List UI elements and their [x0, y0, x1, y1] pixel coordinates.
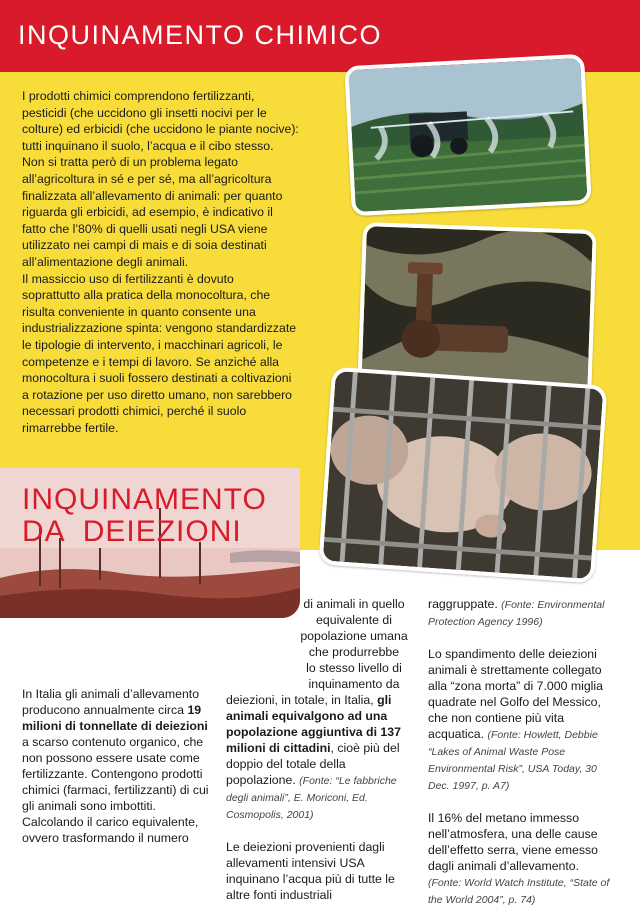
col3-paragraph-2: Lo spandimento delle deiezioni animali è strettamente collegato alla “zona morta” di 7.000 miglia quadrate nel Golfo del Messico, che non contiene più vita acquatica. (Fonte: Howlett, Debbie “Lakes of Animal Waste Pose Environmental Risk”, USA Today, 30 Dec. 1997, p. A7): [428, 647, 603, 792]
intro-line: tutti inquinano il suolo, l’acqua e il cibo stesso.: [22, 138, 274, 153]
column-2: [226, 596, 410, 903]
col3-paragraph-3: Il 16% del metano immesso nell’atmosfera, una delle cause dell’effetto serra, viene emesso dagli animali d’allevamento. (Fonte: World Watch Institute, “State of the World 2004”, p. 74): [428, 811, 610, 906]
col2-narrow-line: lo stesso livello di: [306, 661, 402, 675]
col2-narrow-line: che produrrebbe: [308, 645, 400, 659]
caged-pigs-photo: [318, 367, 607, 584]
intro-line: pesticidi (che uccidono gli insetti nocivi per le: [22, 105, 267, 120]
col1-paragraph-2: Calcolando il carico equivalente, ovvero trasformando il numero: [22, 815, 199, 845]
column-3: [428, 596, 614, 908]
intro-line: fatto che l’80% di quelli usati negli USA viene: [22, 221, 268, 236]
intro-line: Il massiccio uso di fertilizzanti è dovuto: [22, 271, 234, 286]
page-title: INQUINAMENTO CHIMICO: [18, 20, 383, 50]
intro-line: industrializzazione spinta: vengono standardizzate: [22, 321, 297, 336]
intro-line: rimarrebbe fertile.: [22, 420, 119, 435]
column-1: [22, 686, 212, 846]
intro-line: I prodotti chimici comprendono fertilizzanti,: [22, 89, 255, 103]
col1-paragraph: In Italia gli animali d’allevamento producono annualmente circa 19 milioni di tonnellate di deiezioni a scarso contenuto organico, che non possono essere usate come fertilizzante. Contengono prodotti chimici (farmaci, fertilizzanti) di cui gli animali sono imbottiti.: [22, 687, 209, 813]
intro-line: all’alimentazione degli animali.: [22, 254, 189, 269]
col2-narrow-line: di animali in quello: [303, 597, 405, 611]
col2-narrow-text: [298, 596, 410, 692]
intro-line: risulta conveniente in quanto consente una: [22, 304, 256, 319]
intro-line: all’agricoltura in sé e per sé, ma all’agricoltura: [22, 171, 272, 186]
intro-line: monocoltura i suoli fossero destinati a coltivazioni: [22, 371, 292, 386]
col2-narrow-line: inquinamento da: [308, 677, 400, 691]
intro-line: soprattutto alla pratica della monocoltura, che: [22, 288, 271, 303]
intro-line: a rotazione per uso diretto umano, non sarebbero: [22, 387, 293, 402]
intro-line: competenze e i tempi di lavoro. Se anziché alla: [22, 354, 280, 369]
intro-line: necessari prodotti chimici, perché il suolo: [22, 404, 247, 419]
tractor-spraying-photo: [344, 54, 592, 216]
intro-line: colture) ed erbicidi (che uccidono le piante nocive):: [22, 122, 299, 137]
col2-paragraph-2: Le deiezioni provenienti dagli allevamenti intensivi USA inquinano l’acqua più di tutte le altre fonti industriali: [226, 840, 395, 902]
intro-text: [22, 88, 322, 436]
intro-line: riguarda gli erbicidi, ad esempio, è indicativo il: [22, 205, 273, 220]
col3-paragraph-1: raggruppate. (Fonte: Environmental Protection Agency 1996): [428, 597, 605, 628]
section-title-deiezioni: [22, 484, 267, 548]
intro-line: le tipologie di intervento, i macchinari agricoli, le: [22, 337, 283, 352]
col2-narrow-line: equivalente di: [316, 613, 392, 627]
section-title-line-1: INQUINAMENTO: [22, 483, 267, 516]
intro-line: finalizzata all’allevamento di animali: per quanto: [22, 188, 283, 203]
col2-paragraph: deiezioni, in totale, in Italia, gli animali equivalgono ad una popolazione aggiuntiva di 137 milioni di cittadini, cioè più del doppio del totale della popolazione. (Fonte: “Le fabbriche degli animali”, E. Moriconi, Ed. Cosmopolis, 2001): [226, 693, 401, 821]
intro-line: Non si tratta però di un problema legato: [22, 155, 239, 170]
col2-narrow-line: popolazione umana: [300, 629, 408, 643]
intro-line: utilizzato nei campi di mais e di soia destinati: [22, 238, 267, 253]
section-title-line-2: DA DEIEZIONI: [22, 515, 242, 548]
